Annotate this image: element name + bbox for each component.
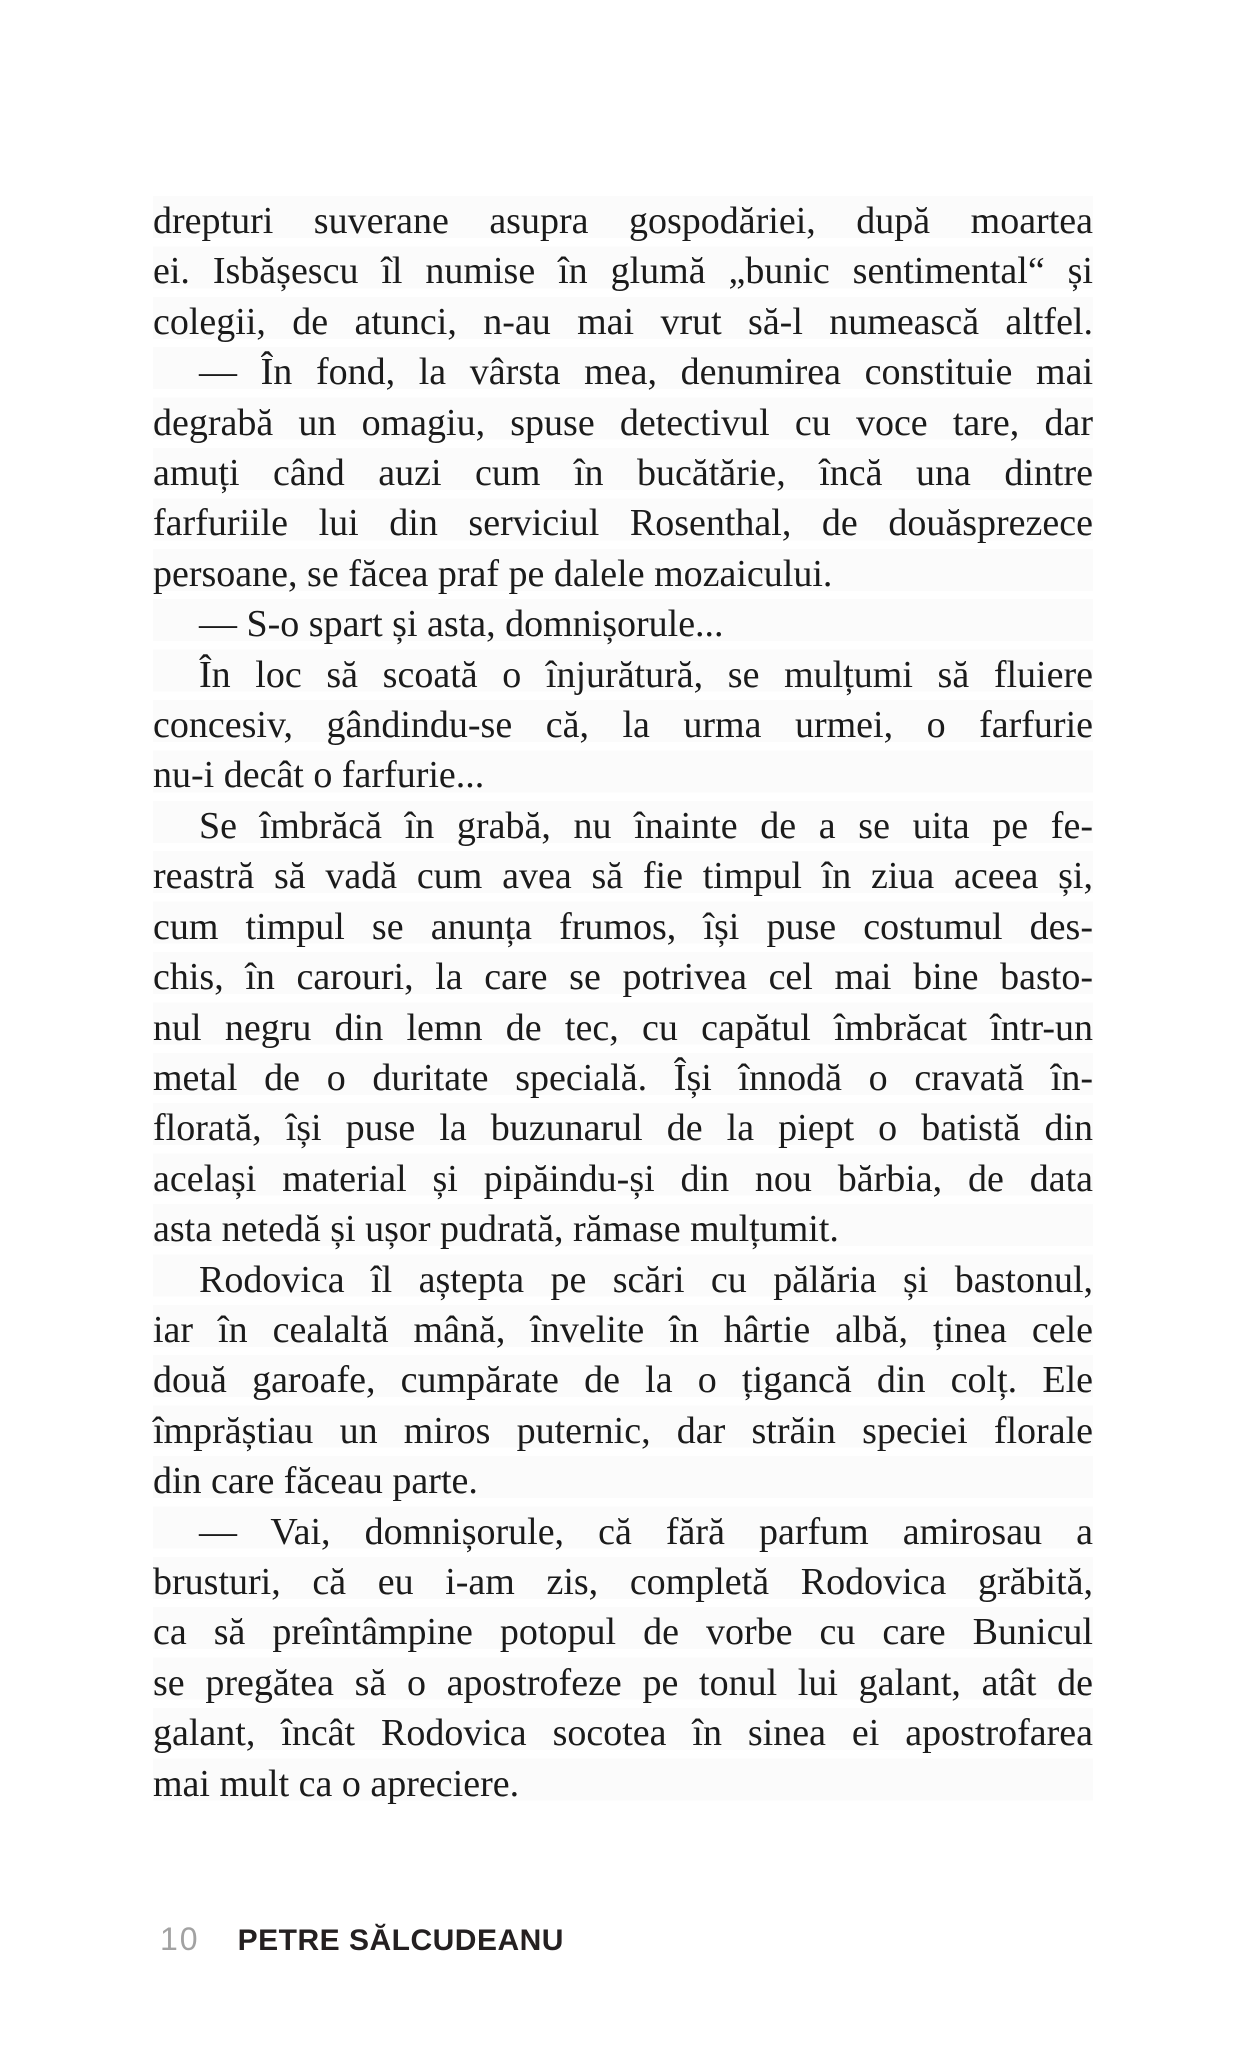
text-line: împrăștiau un miros puternic, dar străin speciei florale (153, 1409, 1093, 1452)
text-line: concesiv, gândindu-se că, la urma urmei, o farfurie (153, 704, 1093, 747)
text-line: nul negru din lemn de tec, cu capătul îmbrăcat într-un (153, 1006, 1093, 1049)
text-line: același material și pipăindu-și din nou bărbia, de data (153, 1157, 1093, 1200)
running-author: PETRE SĂLCUDEANU (237, 1924, 564, 1957)
page-number: 10 (160, 1921, 200, 1957)
text-line: — Vai, domnișorule, că fără parfum amirosau a (199, 1510, 1093, 1553)
text-line: nu-i decât o farfurie... (153, 754, 485, 797)
text-line: persoane, se făcea praf pe dalele mozaicului. (153, 552, 833, 595)
text-line: Se îmbrăcă în grabă, nu înainte de a se uita pe fe- (199, 804, 1093, 847)
body-text (153, 196, 1093, 1809)
text-line: — S-o spart și asta, domnișorule... (199, 603, 724, 646)
text-line: se pregătea să o apostrofeze pe tonul lui galant, atât de (153, 1661, 1093, 1704)
text-line: asta netedă și ușor pudrată, rămase mulțumit. (153, 1208, 839, 1251)
text-line: ei. Isbășescu îl numise în glumă „bunic sentimental“ și (153, 250, 1093, 293)
text-line: chis, în carouri, la care se potrivea cel mai bine basto- (153, 956, 1093, 999)
page-footer (160, 1921, 564, 1958)
text-line: brusturi, că eu i-am zis, completă Rodovica grăbită, (153, 1560, 1093, 1603)
text-line: — În fond, la vârsta mea, denumirea constituie mai (199, 351, 1093, 394)
text-line: galant, încât Rodovica socotea în sinea ei apostrofarea (153, 1712, 1093, 1755)
text-line: colegii, de atunci, n-au mai vrut să-l numească altfel. (153, 300, 1093, 343)
text-line: două garoafe, cumpărate de la o țigancă din colț. Ele (153, 1359, 1093, 1402)
text-line: amuți când auzi cum în bucătărie, încă una dintre (153, 452, 1093, 495)
text-line: reastră să vadă cum avea să fie timpul în ziua aceea și, (153, 855, 1093, 898)
text-line: din care făceau parte. (153, 1460, 478, 1503)
text-line: cum timpul se anunța frumos, își puse costumul des- (153, 905, 1093, 948)
text-line: degrabă un omagiu, spuse detectivul cu voce tare, dar (153, 401, 1093, 444)
text-line: În loc să scoată o înjurătură, se mulțumi să fluiere (199, 653, 1093, 696)
text-line: florată, își puse la buzunarul de la piept o batistă din (153, 1107, 1093, 1150)
text-line: mai mult ca o apreciere. (153, 1762, 520, 1805)
text-line: drepturi suverane asupra gospodăriei, după moartea (153, 200, 1093, 242)
text-line: Rodovica îl aștepta pe scări cu pălăria și bastonul, (199, 1258, 1093, 1301)
text-line: ca să preîntâmpine potopul de vorbe cu care Bunicul (153, 1611, 1093, 1654)
text-line: farfuriile lui din serviciul Rosenthal, de douăsprezece (153, 502, 1093, 545)
text-line: metal de o duritate specială. Își înnodă o cravată în- (153, 1056, 1093, 1099)
text-line: iar în cealaltă mână, învelite în hârtie albă, ținea cele (153, 1308, 1093, 1351)
